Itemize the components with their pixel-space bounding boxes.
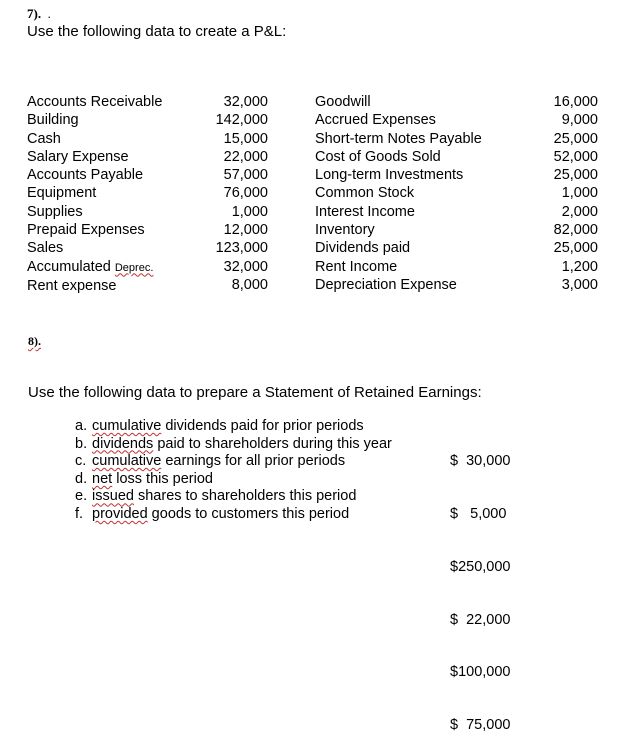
account-name: Rent Income bbox=[315, 258, 398, 275]
question-8-instruction: Use the following data to prepare a Statement of Retained Earnings: bbox=[28, 384, 482, 401]
item-text: shares to shareholders this period bbox=[133, 488, 357, 505]
account-amount: 12,000 bbox=[223, 222, 268, 239]
account-amount: 142,000 bbox=[215, 112, 268, 129]
question-7-instruction: Use the following data to create a P&L: bbox=[27, 23, 287, 40]
account-amount: 82,000 bbox=[553, 222, 598, 239]
account-name: Long-term Investments bbox=[315, 167, 464, 184]
account-amount: 3,000 bbox=[561, 276, 598, 293]
account-name: Cash bbox=[27, 130, 61, 147]
account-name: Accumulated Deprec. bbox=[27, 258, 154, 275]
deprec-abbrev: Deprec. bbox=[114, 261, 154, 274]
list-item bbox=[75, 436, 392, 454]
account-name: Accounts Payable bbox=[27, 167, 144, 184]
item-keyword: issued bbox=[92, 488, 134, 505]
item-letter: f. bbox=[75, 505, 84, 522]
item-text: paid to shareholders during this year bbox=[153, 435, 392, 452]
right-account-amounts bbox=[536, 93, 598, 294]
account-name: Inventory bbox=[315, 222, 375, 239]
question-8-number: 8). bbox=[28, 334, 41, 348]
item-letter: b. bbox=[75, 435, 88, 452]
account-name: Building bbox=[27, 112, 79, 129]
account-amount: 123,000 bbox=[215, 240, 268, 257]
account-name: Rent expense bbox=[27, 277, 117, 294]
item-letter: d. bbox=[75, 470, 88, 487]
item-amount: $250,000 bbox=[450, 558, 511, 575]
account-amount: 2,000 bbox=[561, 203, 598, 220]
account-name: Equipment bbox=[27, 185, 97, 202]
item-amount: $100,000 bbox=[450, 664, 511, 681]
item-keyword: cumulative bbox=[92, 418, 162, 434]
account-name: Common Stock bbox=[315, 185, 415, 202]
account-amount: 57,000 bbox=[223, 167, 268, 184]
account-amount: 15,000 bbox=[223, 130, 268, 147]
account-amount: 25,000 bbox=[553, 240, 598, 257]
item-text: earnings for all prior periods bbox=[161, 453, 346, 470]
list-item bbox=[75, 453, 392, 471]
account-amount: 25,000 bbox=[553, 130, 598, 147]
account-amount: 32,000 bbox=[223, 258, 268, 275]
item-keyword: net bbox=[92, 470, 113, 487]
item-text: dividends paid for prior periods bbox=[161, 418, 364, 434]
account-amount: 16,000 bbox=[553, 94, 598, 110]
item-keyword: cumulative bbox=[92, 453, 162, 470]
item-text: goods to customers this period bbox=[147, 505, 350, 522]
item-letter: c. bbox=[75, 453, 87, 470]
item-amount: $ 22,000 bbox=[450, 611, 511, 628]
account-amount: 1,200 bbox=[561, 258, 598, 275]
account-name: Cost of Goods Sold bbox=[315, 148, 441, 165]
account-amount: 25,000 bbox=[553, 167, 598, 184]
list-item bbox=[75, 471, 392, 489]
account-name: Accounts Receivable bbox=[27, 94, 163, 110]
account-amount: 76,000 bbox=[223, 185, 268, 202]
account-amount: 32,000 bbox=[223, 94, 268, 110]
account-name: Salary Expense bbox=[27, 148, 129, 165]
item-letter: e. bbox=[75, 488, 88, 505]
account-name: Goodwill bbox=[315, 94, 371, 110]
list-item bbox=[75, 506, 392, 524]
list-item bbox=[75, 418, 392, 436]
list-item bbox=[75, 488, 392, 506]
retained-earnings-items bbox=[75, 418, 392, 524]
account-name: Sales bbox=[27, 240, 64, 257]
right-account-names bbox=[315, 93, 482, 294]
retained-earnings-amounts bbox=[450, 418, 510, 752]
item-amount: $ 5,000 bbox=[450, 505, 507, 522]
item-keyword: dividends bbox=[92, 435, 154, 452]
item-text: loss this period bbox=[112, 470, 213, 487]
item-keyword: provided bbox=[92, 505, 148, 522]
account-amount: 1,000 bbox=[231, 203, 268, 220]
item-amount: $ 75,000 bbox=[450, 717, 511, 734]
left-account-amounts bbox=[206, 93, 268, 294]
account-name: Prepaid Expenses bbox=[27, 222, 145, 239]
account-name: Interest Income bbox=[315, 203, 415, 220]
account-name: Supplies bbox=[27, 203, 83, 220]
account-name: Accrued Expenses bbox=[315, 112, 436, 129]
account-amount: 1,000 bbox=[561, 185, 598, 202]
question-7-number: 7). . bbox=[27, 6, 51, 21]
account-name: Short-term Notes Payable bbox=[315, 130, 482, 147]
item-amount: $ 30,000 bbox=[450, 453, 511, 470]
account-amount: 52,000 bbox=[553, 148, 598, 165]
account-amount: 8,000 bbox=[231, 276, 268, 293]
account-amount: 22,000 bbox=[223, 148, 268, 165]
left-account-names bbox=[27, 93, 162, 295]
account-name: Dividends paid bbox=[315, 240, 411, 257]
item-letter: a. bbox=[75, 418, 88, 434]
account-name: Depreciation Expense bbox=[315, 276, 457, 293]
account-amount: 9,000 bbox=[561, 112, 598, 129]
